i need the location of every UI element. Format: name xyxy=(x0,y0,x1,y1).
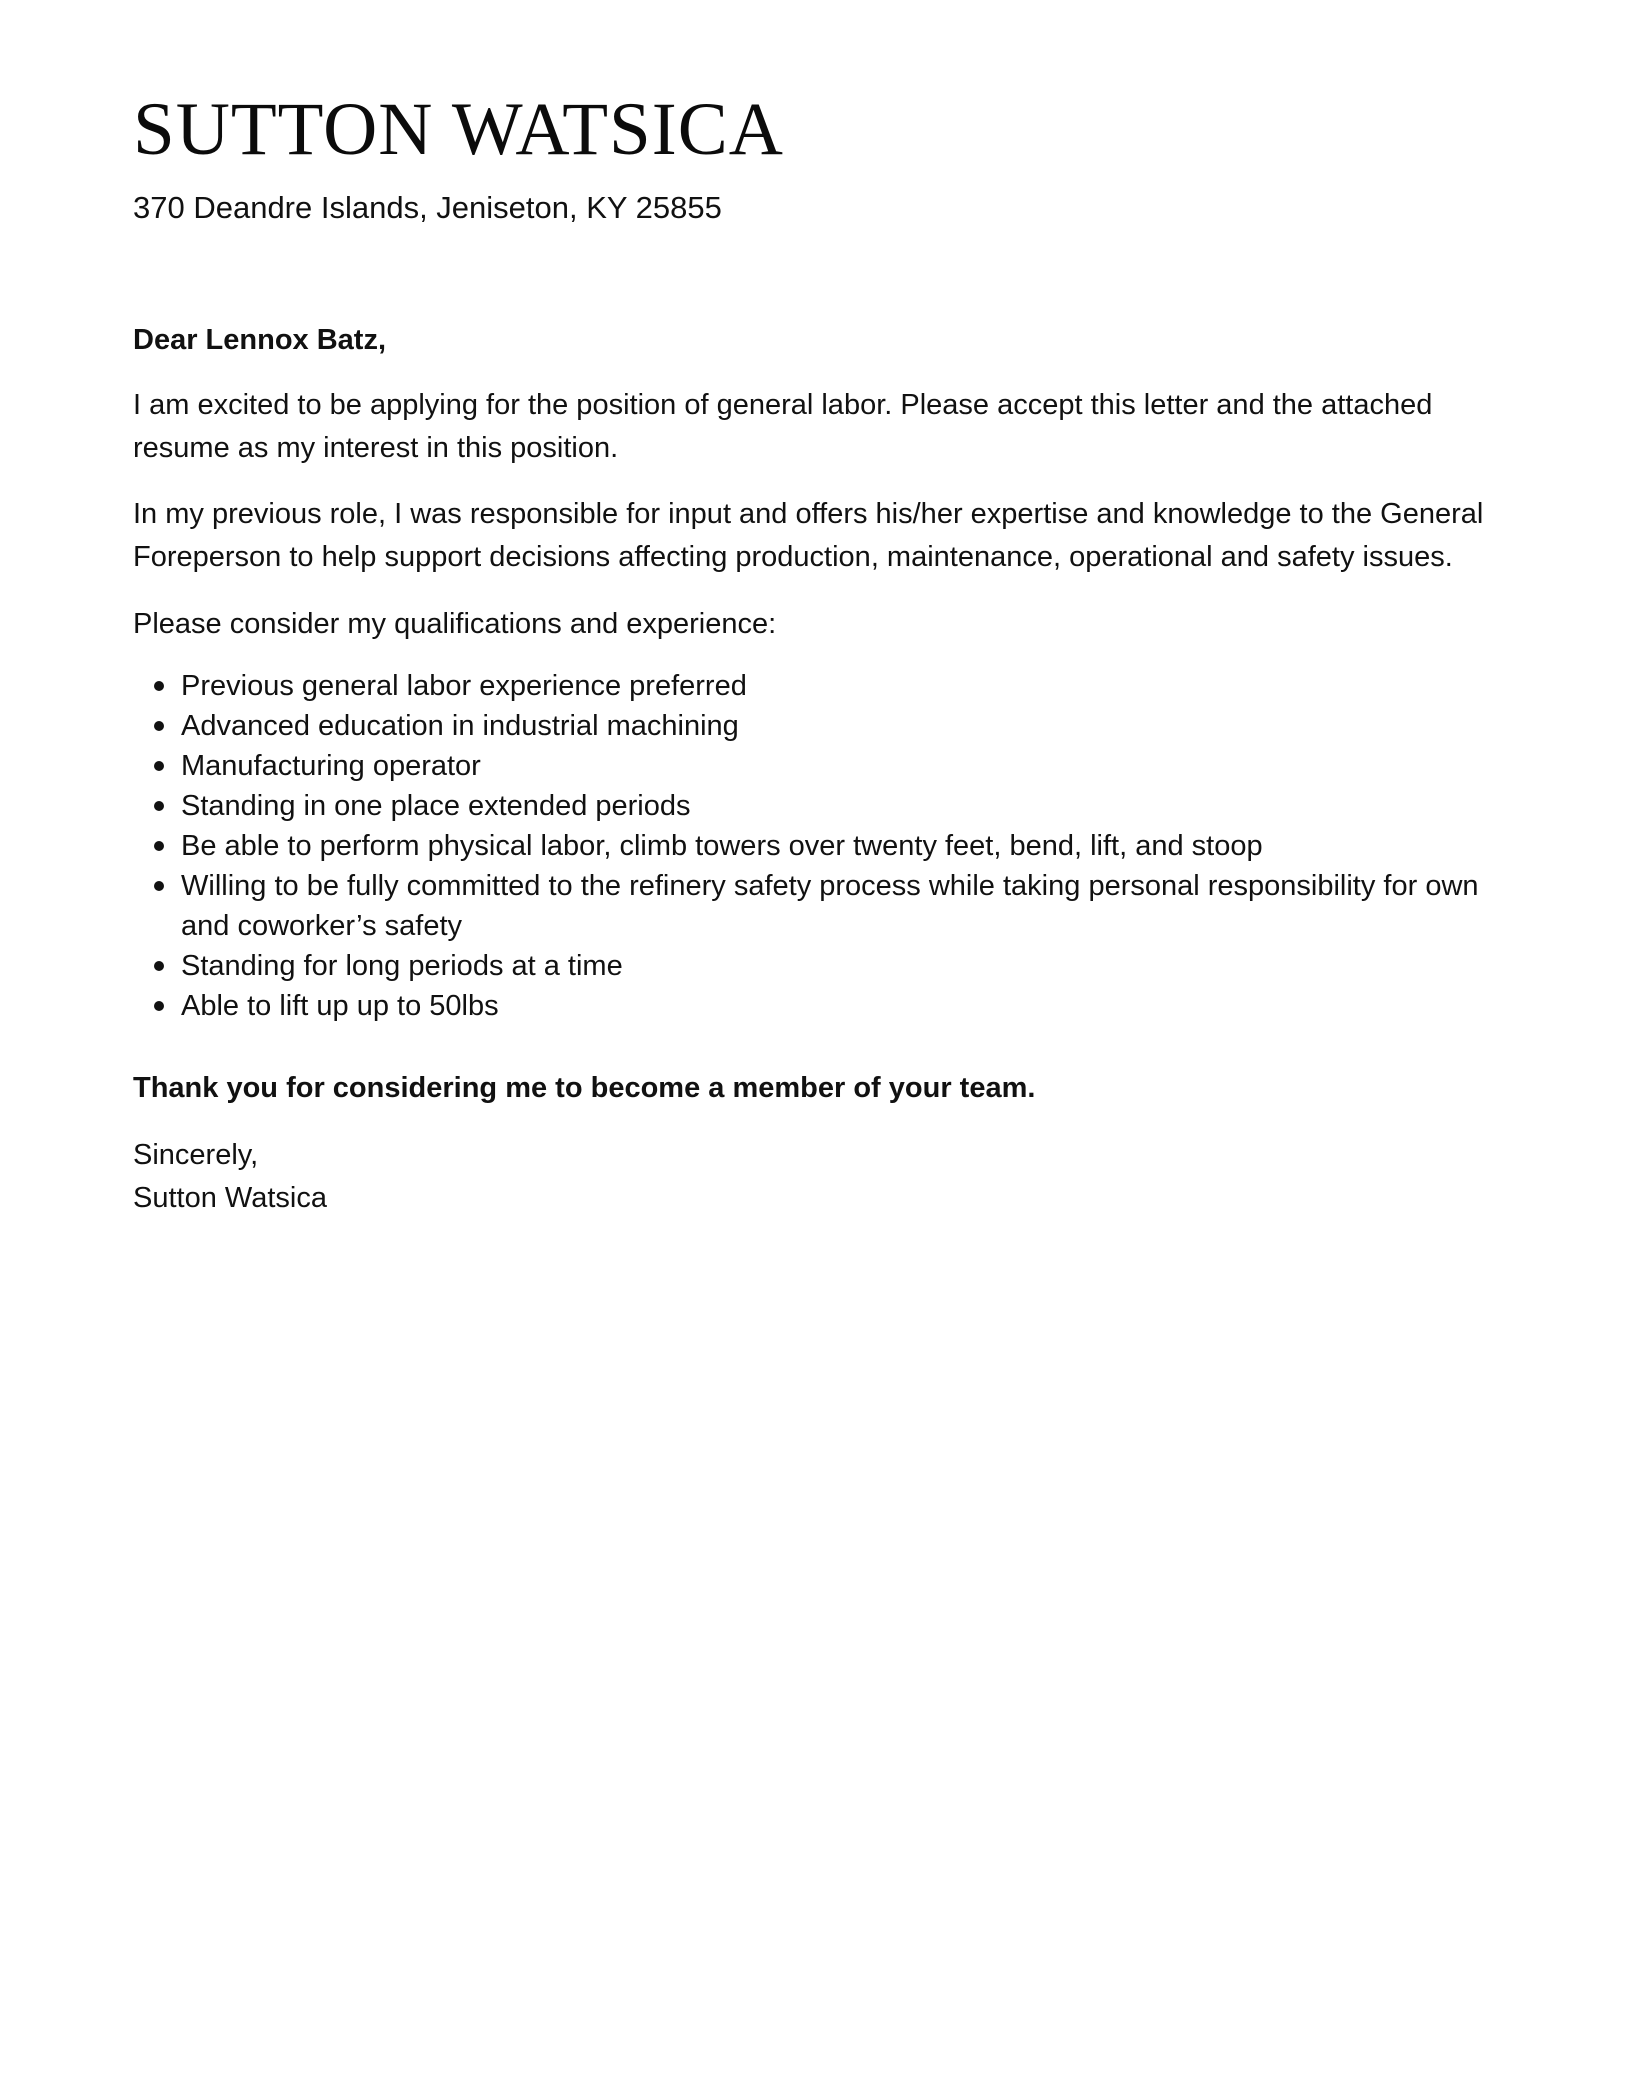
applicant-address: 370 Deandre Islands, Jeniseton, KY 25855 xyxy=(133,190,722,225)
bullet-icon xyxy=(154,1001,164,1011)
list-item xyxy=(133,986,1503,1026)
salutation: Dear Lennox Batz, xyxy=(133,324,386,356)
cover-letter-page xyxy=(133,0,1503,1220)
applicant-name: SUTTON WATSICA xyxy=(133,88,784,171)
qualification-text: Able to lift up up to 50lbs xyxy=(181,990,499,1022)
bullet-icon xyxy=(154,961,164,971)
bullet-icon xyxy=(154,721,164,731)
signature-name: Sutton Watsica xyxy=(133,1182,327,1214)
signoff-text: Sincerely, xyxy=(133,1139,259,1171)
bullet-icon xyxy=(154,881,164,891)
qualification-text: Previous general labor experience preferred xyxy=(181,670,747,702)
closing-line: Thank you for considering me to become a member of your team. xyxy=(133,1072,1036,1104)
list-item xyxy=(133,866,1503,946)
bullet-icon xyxy=(154,681,164,691)
list-item xyxy=(133,666,1503,706)
qualification-text: Standing in one place extended periods xyxy=(181,790,691,822)
qualification-text: Advanced education in industrial machining xyxy=(181,710,739,742)
qualification-text: Be able to perform physical labor, climb towers over twenty feet, bend, lift, and stoop xyxy=(181,830,1263,862)
intro-paragraph: I am excited to be applying for the position of general labor. Please accept this letter and the attached resume as my interest in this position. xyxy=(133,389,1433,464)
qualification-text: Standing for long periods at a time xyxy=(181,950,623,982)
list-item xyxy=(133,706,1503,746)
experience-paragraph: In my previous role, I was responsible for input and offers his/her expertise and knowledge to the General Foreperson to help support decisions affecting production, maintenance, operational and safety issues. xyxy=(133,498,1484,573)
qualification-text: Manufacturing operator xyxy=(181,750,481,782)
list-item xyxy=(133,786,1503,826)
list-item xyxy=(133,746,1503,786)
bullet-icon xyxy=(154,761,164,771)
qualifications-list xyxy=(133,666,1503,1026)
bullet-icon xyxy=(154,841,164,851)
qualifications-intro: Please consider my qualifications and experience: xyxy=(133,608,777,640)
signoff-block xyxy=(133,1134,1503,1220)
bullet-icon xyxy=(154,801,164,811)
list-item xyxy=(133,946,1503,986)
qualification-text: Willing to be fully committed to the refinery safety process while taking personal responsibility for own and coworker’s safety xyxy=(181,870,1479,942)
list-item xyxy=(133,826,1503,866)
